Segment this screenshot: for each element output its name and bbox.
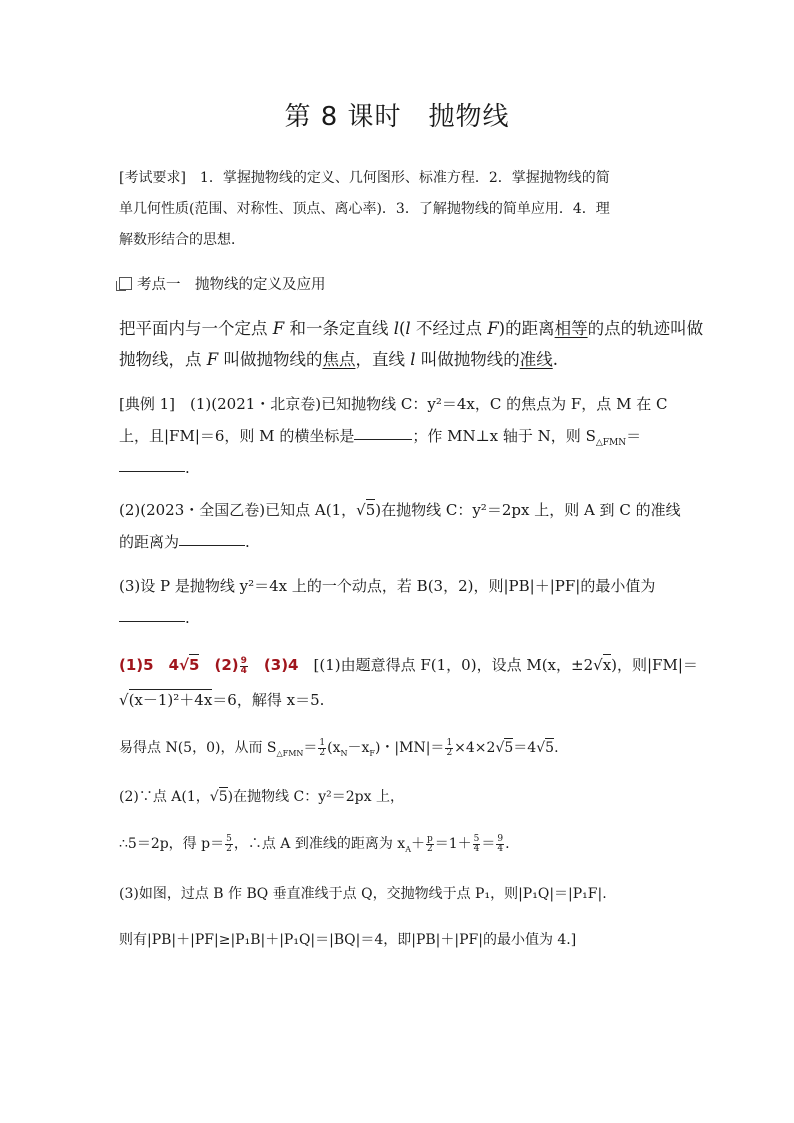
solution-line-4: (2)∵点 A(1，√5)在抛物线 C：y²＝2px 上， — [119, 789, 404, 805]
requirements-line-2: 单几何性质(范围、对称性、顶点、离心率)．3．了解抛物线的简单应用．4．理 — [119, 201, 610, 217]
requirements-line-1: [考试要求] 1．掌握抛物线的定义、几何图形、标准方程．2．掌握抛物线的简 — [119, 170, 610, 186]
example-p1-line-1: [典例 1] (1)(2021・北京卷)已知抛物线 C：y²＝4x，C 的焦点为 F，点 M 在 C — [119, 395, 668, 413]
example-p1-line-2: 上，且|FM|＝6，则 M 的横坐标是 ；作 MN⊥x 轴于 N，则 $S_{\triangle FMN}=$ — [119, 427, 642, 448]
answer-key: (1)5 4 — [119, 656, 180, 674]
answer-blank — [119, 470, 185, 472]
term-equal: 相等 — [554, 319, 588, 338]
example-p2-line-1: (2)(2023・全国乙卷)已知点 A(1，√5)在抛物线 C：y²＝2px 上，则 A 到 C 的准线 — [119, 501, 681, 519]
solution-line-6: (3)如图，过点 B 作 BQ 垂直准线于点 Q，交抛物线于点 P₁，则|P₁Q|＝|P₁F|. — [119, 886, 607, 902]
solution-line-5: ∴5＝2p，得 p＝ $\frac{5}{2}$ ，∴点 A 到准线的距离为 $x_A+$ $\frac{p}{2}$ ＝1＋ $\frac{5}{4}$ ＝ $\frac{9}{4}$ . — [119, 833, 510, 854]
term-directrix: 准线 — [519, 350, 553, 369]
answer-blank — [354, 438, 412, 440]
solution-line-1: (1)5 4√5 (2) $\frac{9}{4}$ (3)4 [(1)由题意得点 F(1，0)，设点 M(x，±2√x)，则|FM|＝ — [119, 655, 698, 676]
definition-line-1: 把平面内与一个定点 F 和一条定直线 l(l 不经过点 F)的距离相等的点的轨迹叫做 — [119, 319, 704, 338]
requirements-line-3: 解数形结合的思想． — [119, 232, 245, 248]
document-icon — [119, 277, 132, 290]
definition-line-2: 抛物线，点 F 叫做抛物线的焦点，直线 l 叫做抛物线的准线. — [119, 350, 558, 369]
solution-line-7: 则有|PB|＋|PF|≥|P₁B|＋|P₁Q|＝|BQ|＝4，即|PB|＋|PF|的最小值为 4.] — [119, 932, 577, 948]
example-p2-line-2: 的距离为 . — [119, 533, 250, 551]
solution-line-3: 易得点 N(5，0)，从而 $S_{\triangle FMN}=$ $\frac{1}{2}$ $(x_N-x_F)$・|MN|＝ $\frac{1}{2}$ ×4×2√5＝4√5. — [119, 737, 559, 758]
example-p3-line-1: (3)设 P 是抛物线 y²＝4x 上的一个动点，若 B(3，2)，则|PB|＋|PF|的最小值为 — [119, 577, 656, 595]
solution-line-2: √(x－1)²＋4x＝6，解得 x＝5. — [119, 691, 325, 709]
answer-blank — [179, 544, 245, 546]
lesson-title: 第 8 课时 抛物线 — [284, 102, 510, 132]
answer-blank — [119, 620, 185, 622]
section-heading — [119, 273, 326, 294]
section-label: 考点一 抛物线的定义及应用 — [137, 277, 326, 293]
example-p1-line-3: . — [119, 458, 679, 478]
example-p3-line-2: . — [119, 608, 679, 628]
term-focus: 焦点 — [322, 350, 356, 369]
